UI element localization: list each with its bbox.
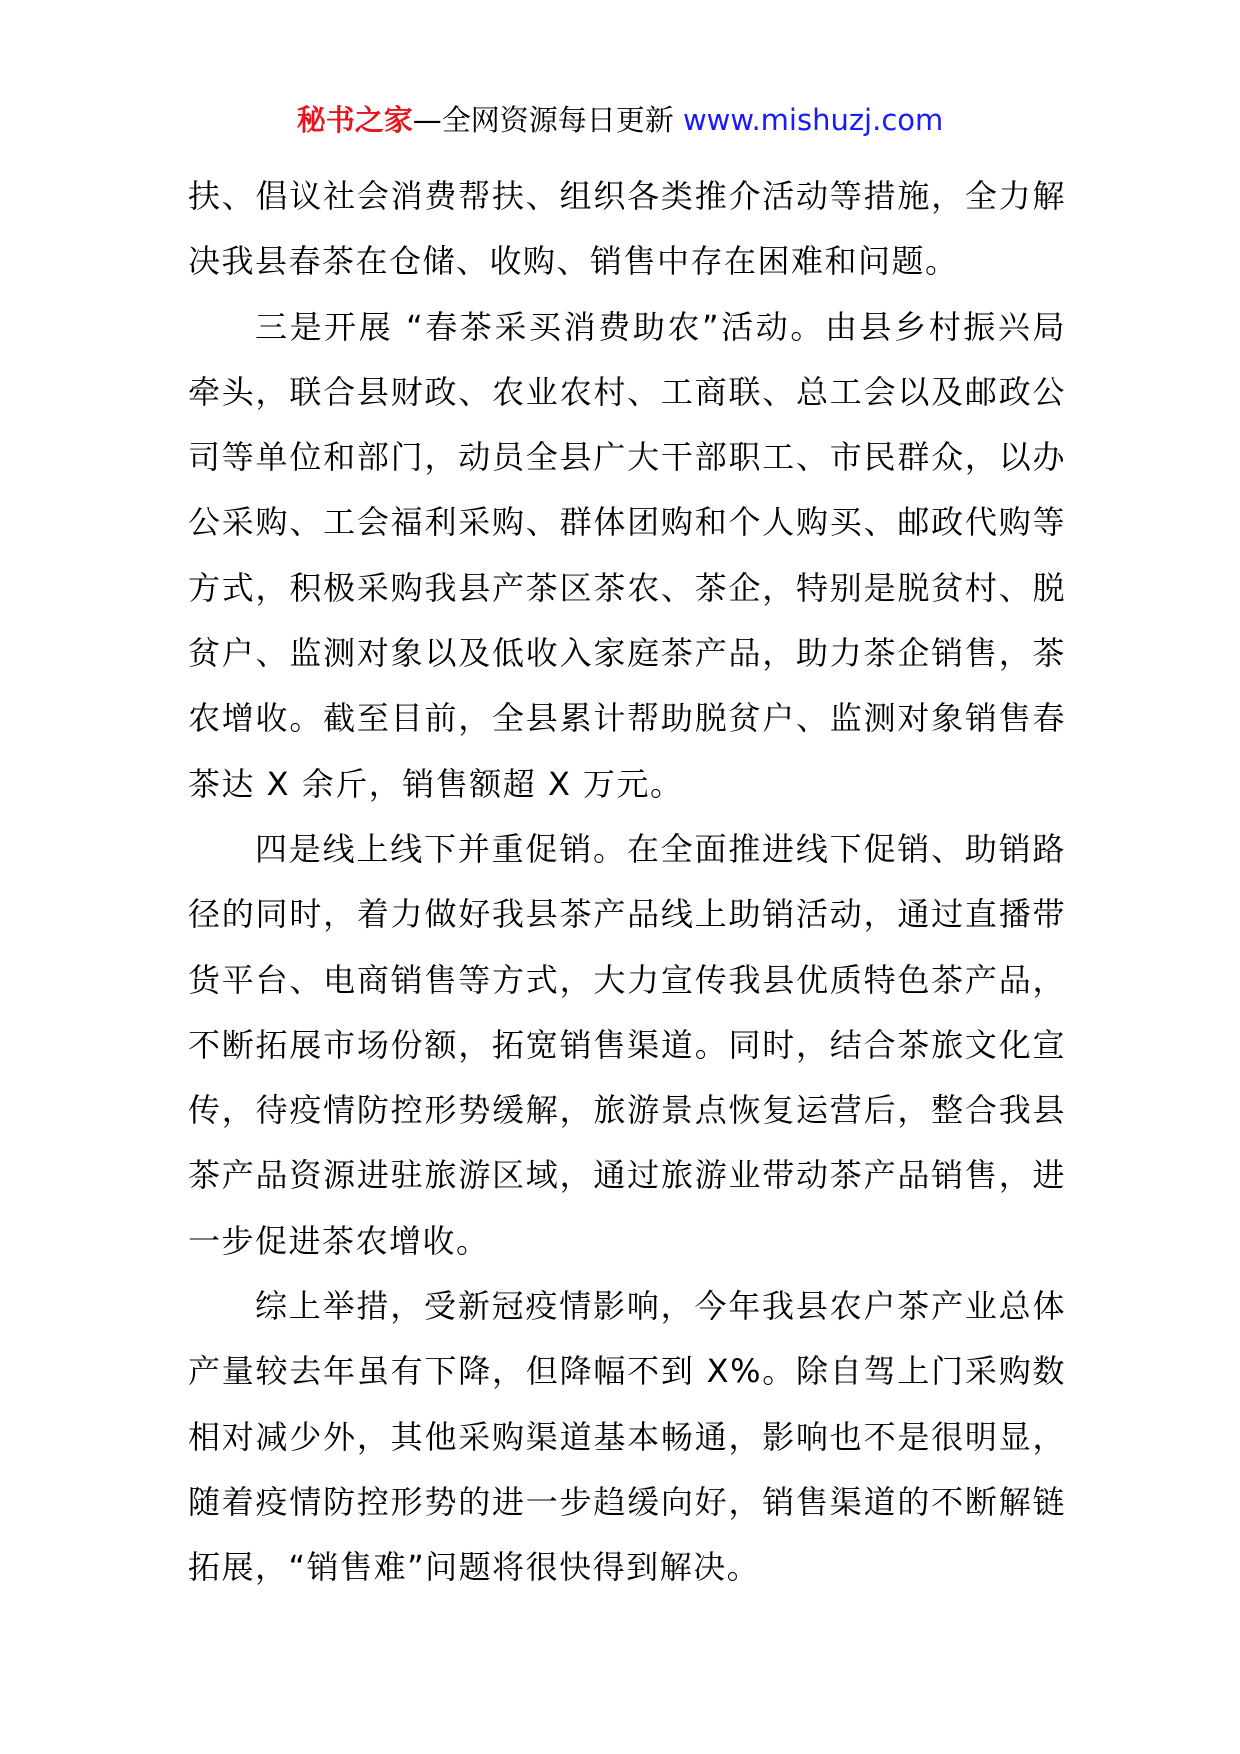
paragraph-4: 综上举措，受新冠疫情影响，今年我县农户茶产业总体产量较去年虽有下降，但降幅不到 X%。除自驾上门采购数相对减少外，其他采购渠道基本畅通，影响也不是很明显，随着疫情防控形势的进一步趋缓向好，销售渠道的不断解链拓展，“销售难”问题将很快得到解决。 [188, 1287, 1066, 1587]
page-header [0, 100, 1240, 140]
paragraph-2: 三是开展 “春茶采买消费助农”活动。由县乡村振兴局牵头，联合县财政、农业农村、工商联、总工会以及邮政公司等单位和部门，动员全县广大干部职工、市民群众，以办公采购、工会福利采购、群体团购和个人购买、邮政代购等方式，积极采购我县产茶区茶农、茶企，特别是脱贫村、脱贫户、监测对象以及低收入家庭茶产品，助力茶企销售，茶农增收。截至目前，全县累计帮助脱贫户、监测对象销售春茶达 X 余斤，销售额超 X 万元。 [188, 307, 1066, 803]
paragraph-3: 四是线上线下并重促销。在全面推进线下促销、助销路径的同时，着力做好我县茶产品线上助销活动，通过直播带货平台、电商销售等方式，大力宣传我县优质特色茶产品，不断拓展市场份额，拓宽销售渠道。同时，结合茶旅文化宣传，待疫情防控形势缓解，旅游景点恢复运营后，整合我县茶产品资源进驻旅游区域，通过旅游业带动茶产品销售，进一步促进茶农增收。 [188, 829, 1066, 1260]
paragraph-1: 扶、倡议社会消费帮扶、组织各类推介活动等措施，全力解决我县春茶在仓储、收购、销售中存在困难和问题。 [188, 177, 1066, 281]
header-brand: 秘书之家 [296, 103, 413, 137]
document-body [188, 164, 1066, 1601]
header-tagline: —全网资源每日更新 [412, 103, 683, 137]
header-url-link[interactable]: www.mishuzj.com [682, 103, 944, 137]
